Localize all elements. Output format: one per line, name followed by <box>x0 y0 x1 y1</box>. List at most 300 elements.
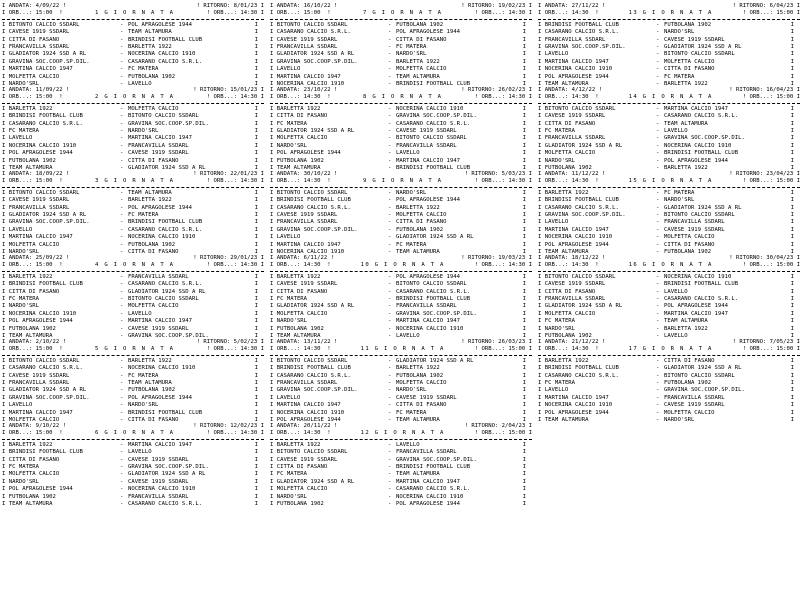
ritorno-date: ! RITORNO: 29/01/23 I <box>193 255 264 261</box>
match-row <box>270 29 532 36</box>
match-row <box>538 227 800 234</box>
match-row <box>270 471 532 478</box>
home-team: I TEAM ALTAMURA <box>2 500 53 507</box>
matchday-dates <box>538 87 800 94</box>
away-team: BITONTO CALCIO SSDARL <box>128 295 199 302</box>
vs-dash: - <box>388 332 392 339</box>
home-team: I NOCERINA CALCIO 1910 <box>2 310 77 317</box>
row-border: I <box>254 142 258 149</box>
home-team: I MARTINA CALCIO 1947 <box>538 226 609 233</box>
match-row <box>538 281 800 288</box>
home-team: I BARLETTA 1922 <box>538 189 589 196</box>
vs-dash: - <box>120 80 124 87</box>
match-row <box>270 59 532 66</box>
vs-dash: - <box>388 204 392 211</box>
row-border: I <box>790 189 794 196</box>
away-team: GLADIATOR 1924 SSD A RL <box>664 43 742 50</box>
match-row <box>538 358 800 365</box>
away-team: LAVELLO <box>396 332 420 339</box>
away-team: NOCERINA CALCIO 1910 <box>664 142 732 149</box>
row-border: I <box>522 394 526 401</box>
away-team: POL AFRAGOLESE 1944 <box>664 303 728 310</box>
row-border: I <box>254 197 258 204</box>
ritorno-date: ! RITORNO: 15/01/23 I <box>193 87 264 93</box>
row-border: I <box>254 105 258 112</box>
row-border: I <box>790 197 794 204</box>
home-team: I MARTINA CALCIO 1947 <box>270 241 341 248</box>
row-border: I <box>254 318 258 325</box>
away-team: LAVELLO <box>396 150 420 157</box>
match-row <box>538 59 800 66</box>
separator <box>2 355 264 356</box>
vs-dash: - <box>656 142 660 149</box>
row-border: I <box>790 157 794 164</box>
row-border: I <box>522 157 526 164</box>
matchday-number: 1 G I O R N A T A <box>95 10 175 17</box>
home-team: I CITTA DI FASANO <box>270 113 328 120</box>
row-border: I <box>522 295 526 302</box>
row-border: I <box>790 142 794 149</box>
away-team: BARLETTA 1922 <box>664 164 708 171</box>
match-row <box>2 37 264 44</box>
match-row <box>2 402 264 409</box>
ritorno-date: ! RITORNO: 22/01/23 I <box>193 171 264 177</box>
ritorno-time: ! ORB...: 15:00 I <box>474 346 532 353</box>
matchday-dates <box>2 171 264 178</box>
away-team: FRANCAVILLA SSDARL <box>664 394 725 401</box>
away-team: GRAVINA SOC.COOP.SP.DIL. <box>128 332 209 339</box>
match-row <box>2 380 264 387</box>
row-border: I <box>790 80 794 87</box>
row-border: I <box>790 113 794 120</box>
match-row <box>270 326 532 333</box>
matchday-header <box>2 178 264 185</box>
row-border: I <box>254 157 258 164</box>
separator <box>270 355 532 356</box>
separator <box>270 271 532 272</box>
row-border: I <box>790 58 794 65</box>
matchday-number: 16 G I O R N A T A <box>628 262 713 269</box>
row-border: I <box>790 164 794 171</box>
row-border: I <box>522 241 526 248</box>
vs-dash: - <box>388 219 392 226</box>
away-team: BARLETTA 1922 <box>396 58 440 65</box>
ritorno-time: ! ORB...: 14:30 I <box>206 430 264 437</box>
matchday-number: 10 G I O R N A T A <box>360 262 445 269</box>
vs-dash: - <box>656 379 660 386</box>
separator <box>538 271 800 272</box>
row-border: I <box>522 478 526 485</box>
vs-dash: - <box>388 318 392 325</box>
away-team: GLADIATOR 1924 SSD A RL <box>664 365 742 372</box>
match-row <box>2 158 264 165</box>
vs-dash: - <box>388 248 392 255</box>
away-team: GRAVINA SOC.COOP.SP.DIL. <box>128 463 209 470</box>
vs-dash: - <box>388 226 392 233</box>
match-row <box>2 326 264 333</box>
vs-dash: - <box>388 51 392 58</box>
home-team: I FC MATERA <box>270 295 308 302</box>
away-team: BITONTO CALCIO SSDARL <box>664 211 735 218</box>
matchday-dates <box>2 255 264 262</box>
away-team: CITTA DI FASANO <box>664 241 715 248</box>
home-team: I MOLFETTA CALCIO <box>270 486 328 493</box>
away-team: CASARANO CALCIO S.R.L. <box>664 295 739 302</box>
away-team: FRANCAVILLA SSDARL <box>128 493 189 500</box>
home-team: I CAVESE 1919 SSDARL <box>270 211 338 218</box>
vs-dash: - <box>120 135 124 142</box>
row-border: I <box>254 234 258 241</box>
home-team: I GRAVINA SOC.COOP.SP.DIL. <box>270 387 358 394</box>
match-row <box>538 128 800 135</box>
vs-dash: - <box>656 357 660 364</box>
row-border: I <box>522 500 526 507</box>
match-row <box>270 121 532 128</box>
home-team: I GRAVINA SOC.COOP.SP.DIL. <box>270 58 358 65</box>
match-row <box>2 242 264 249</box>
vs-dash: - <box>388 80 392 87</box>
home-team: I FRANCAVILLA SSDARL <box>2 379 70 386</box>
row-border: I <box>790 365 794 372</box>
away-team: BRINDISI FOOTBALL CLUB <box>396 295 471 302</box>
home-team: I BARLETTA 1922 <box>538 357 589 364</box>
row-border: I <box>254 365 258 372</box>
home-team: I BRINDISI FOOTBALL CLUB <box>2 113 83 120</box>
away-team: NOCERINA CALCIO 1910 <box>128 51 196 58</box>
ritorno-date: ! RITORNO: 23/04/23 I <box>729 171 800 177</box>
ritorno-time: ! ORB...: 14:30 I <box>474 178 532 185</box>
match-row <box>538 106 800 113</box>
match-row <box>538 197 800 204</box>
match-row <box>270 44 532 51</box>
match-row <box>538 190 800 197</box>
row-border: I <box>254 409 258 416</box>
ritorno-date: ! RITORNO: 2/04/23 I <box>464 423 532 429</box>
match-row <box>2 365 264 372</box>
vs-dash: - <box>388 73 392 80</box>
matchday-block <box>538 171 800 255</box>
home-team: I FC MATERA <box>2 463 40 470</box>
home-team: I BRINDISI FOOTBALL CLUB <box>270 197 351 204</box>
row-border: I <box>254 357 258 364</box>
away-team: TEAM ALTAMURA <box>664 120 708 127</box>
matchday-header <box>538 178 800 185</box>
match-row <box>2 311 264 318</box>
match-row <box>2 281 264 288</box>
row-border: I <box>254 36 258 43</box>
matchday-dates <box>538 3 800 10</box>
vs-dash: - <box>656 29 660 36</box>
row-border: I <box>790 295 794 302</box>
away-team: CASARANO CALCIO S.R.L. <box>396 120 471 127</box>
matchday-header <box>270 10 532 17</box>
vs-dash: - <box>120 241 124 248</box>
match-row <box>270 51 532 58</box>
home-team: I MOLFETTA CALCIO <box>538 150 596 157</box>
home-team: I GLADIATOR 1924 SSD A RL <box>538 303 623 310</box>
match-row <box>538 402 800 409</box>
row-border: I <box>254 164 258 171</box>
row-border: I <box>522 29 526 36</box>
ritorno-time: ! ORB...: 14:30 I <box>206 94 264 101</box>
home-team: I NOCERINA CALCIO 1910 <box>538 402 613 409</box>
match-row <box>538 311 800 318</box>
home-team: I GLADIATOR 1924 SSD A RL <box>270 478 355 485</box>
vs-dash: - <box>120 234 124 241</box>
away-team: POL AFRAGOLESE 1944 <box>396 197 460 204</box>
home-team: I MARTINA CALCIO 1947 <box>2 409 73 416</box>
home-team: I FC MATERA <box>270 120 308 127</box>
row-border: I <box>522 441 526 448</box>
matchday-header <box>538 10 800 17</box>
row-border: I <box>254 80 258 87</box>
match-row <box>2 442 264 449</box>
match-row <box>538 274 800 281</box>
matchday-header <box>538 346 800 353</box>
andata-date: I ANDATA: 18/12/22 ! <box>538 255 606 261</box>
away-team: FC MATERA <box>664 73 695 80</box>
home-team: I BRINDISI FOOTBALL CLUB <box>270 365 351 372</box>
vs-dash: - <box>656 36 660 43</box>
away-team: MOLFETTA CALCIO <box>128 303 179 310</box>
away-team: MOLFETTA CALCIO <box>396 379 447 386</box>
home-team: I CITTA DI FASANO <box>270 463 328 470</box>
row-border: I <box>790 234 794 241</box>
row-border: I <box>522 142 526 149</box>
vs-dash: - <box>120 394 124 401</box>
away-team: LAVELLO <box>128 449 152 456</box>
away-team: NARDO'SRL <box>664 416 695 423</box>
match-row <box>270 22 532 29</box>
away-team: GRAVINA SOC.COOP.SP.DIL. <box>664 135 745 142</box>
home-team: I MARTINA CALCIO 1947 <box>538 394 609 401</box>
matchday-number: 14 G I O R N A T A <box>628 94 713 101</box>
row-border: I <box>790 273 794 280</box>
row-border: I <box>254 211 258 218</box>
match-row <box>538 326 800 333</box>
ritorno-time: ! ORB...: 14:30 I <box>474 10 532 17</box>
home-team: I POL AFRAGOLESE 1944 <box>270 150 341 157</box>
away-team: POL AFRAGOLESE 1944 <box>396 273 460 280</box>
ritorno-time: ! ORB...: 14:30 I <box>206 262 264 269</box>
away-team: TEAM ALTAMURA <box>664 318 708 325</box>
matchday-block <box>2 171 264 255</box>
row-border: I <box>254 150 258 157</box>
vs-dash: - <box>120 281 124 288</box>
andata-time: I ORB...: 15:00 ! <box>2 178 63 185</box>
match-row <box>270 494 532 501</box>
vs-dash: - <box>656 241 660 248</box>
row-border: I <box>254 295 258 302</box>
vs-dash: - <box>388 105 392 112</box>
match-row <box>2 289 264 296</box>
home-team: I LAVELLO <box>2 402 33 409</box>
andata-date: I ANDATA: 27/11/22 ! <box>538 3 606 9</box>
away-team: NARDO'SRL <box>664 197 695 204</box>
match-row <box>2 373 264 380</box>
row-border: I <box>254 402 258 409</box>
home-team: I POL AFRAGOLESE 1944 <box>538 241 609 248</box>
row-border: I <box>522 281 526 288</box>
matchday-dates <box>270 171 532 178</box>
away-team: CAVESE 1919 SSDARL <box>664 402 725 409</box>
match-row <box>2 486 264 493</box>
away-team: NARDO'SRL <box>128 402 159 409</box>
home-team: I CAVESE 1919 SSDARL <box>538 281 606 288</box>
match-row <box>538 51 800 58</box>
matchday-number: 6 G I O R N A T A <box>95 430 175 437</box>
vs-dash: - <box>388 449 392 456</box>
andata-time: I ORB...: 14:30 ! <box>270 262 331 269</box>
match-row <box>270 486 532 493</box>
match-row <box>2 464 264 471</box>
vs-dash: - <box>120 21 124 28</box>
home-team: I GLADIATOR 1924 SSD A RL <box>270 303 355 310</box>
match-row <box>270 281 532 288</box>
away-team: LAVELLO <box>396 441 420 448</box>
home-team: I TEAM ALTAMURA <box>538 80 589 87</box>
row-border: I <box>522 150 526 157</box>
away-team: BRINDISI FOOTBALL CLUB <box>664 281 739 288</box>
match-row <box>2 29 264 36</box>
matchday-block <box>2 423 264 507</box>
home-team: I LAVELLO <box>2 135 33 142</box>
vs-dash: - <box>388 211 392 218</box>
vs-dash: - <box>656 332 660 339</box>
matchday-header <box>270 346 532 353</box>
away-team: POL AFRAGOLESE 1944 <box>396 500 460 507</box>
away-team: MOLFETTA CALCIO <box>664 58 715 65</box>
away-team: TEAM ALTAMURA <box>396 73 440 80</box>
away-team: FUTBOLANA 1902 <box>664 248 712 255</box>
vs-dash: - <box>388 127 392 134</box>
matchday-header <box>2 94 264 101</box>
matchday-dates <box>538 171 800 178</box>
away-team: BARLETTA 1922 <box>664 80 708 87</box>
ritorno-time: ! ORB...: 14:30 I <box>474 262 532 269</box>
row-border: I <box>522 189 526 196</box>
vs-dash: - <box>388 43 392 50</box>
home-team: I CITTA DI FASANO <box>538 288 596 295</box>
row-border: I <box>254 281 258 288</box>
vs-dash: - <box>120 73 124 80</box>
ritorno-date: ! RITORNO: 5/03/23 I <box>464 171 532 177</box>
away-team: NARDO'SRL <box>396 387 427 394</box>
andata-date: I ANDATA: 4/09/22 ! <box>2 3 66 9</box>
away-team: CAVESE 1919 SSDARL <box>664 226 725 233</box>
row-border: I <box>254 325 258 332</box>
match-row <box>270 74 532 81</box>
row-border: I <box>522 325 526 332</box>
away-team: CAVESE 1919 SSDARL <box>396 127 457 134</box>
vs-dash: - <box>388 463 392 470</box>
match-row <box>270 289 532 296</box>
match-row <box>2 501 264 508</box>
home-team: I BITONTO CALCIO SSDARL <box>270 449 348 456</box>
matchday-block <box>538 3 800 87</box>
ritorno-date: ! RITORNO: 8/01/23 I <box>196 3 264 9</box>
vs-dash: - <box>656 80 660 87</box>
fixture-column <box>2 3 264 507</box>
away-team: CASARANO CALCIO S.R.L. <box>128 58 203 65</box>
home-team: I CAVESE 1919 SSDARL <box>2 197 70 204</box>
row-border: I <box>522 493 526 500</box>
away-team: MARTINA CALCIO 1947 <box>128 441 192 448</box>
matchday-header <box>538 94 800 101</box>
row-border: I <box>522 471 526 478</box>
matchday-block <box>270 171 532 255</box>
vs-dash: - <box>388 310 392 317</box>
away-team: NOCERINA CALCIO 1910 <box>128 486 196 493</box>
vs-dash: - <box>388 387 392 394</box>
home-team: I BITONTO CALCIO SSDARL <box>270 357 348 364</box>
ritorno-time: ! ORB...: 15:00 I <box>742 94 800 101</box>
home-team: I FRANCAVILLA SSDARL <box>538 36 606 43</box>
match-row <box>270 158 532 165</box>
ritorno-date: ! RITORNO: 19/03/23 I <box>461 255 532 261</box>
row-border: I <box>254 310 258 317</box>
vs-dash: - <box>120 164 124 171</box>
away-team: BARLETTA 1922 <box>396 204 440 211</box>
away-team: FC MATERA <box>396 241 427 248</box>
vs-dash: - <box>388 21 392 28</box>
row-border: I <box>522 365 526 372</box>
fixture-column <box>270 3 532 507</box>
home-team: I FRANCAVILLA SSDARL <box>270 219 338 226</box>
matchday-block <box>538 339 800 423</box>
andata-time: I ORB...: 15:00 ! <box>2 262 63 269</box>
matchday-header <box>2 430 264 437</box>
vs-dash: - <box>120 372 124 379</box>
vs-dash: - <box>120 325 124 332</box>
vs-dash: - <box>120 36 124 43</box>
vs-dash: - <box>388 409 392 416</box>
away-team: BRINDISI FOOTBALL CLUB <box>396 164 471 171</box>
andata-date: I ANDATA: 25/09/22 ! <box>2 255 70 261</box>
andata-date: I ANDATA: 18/09/22 ! <box>2 171 70 177</box>
match-row <box>270 402 532 409</box>
row-border: I <box>522 66 526 73</box>
vs-dash: - <box>656 310 660 317</box>
row-border: I <box>790 357 794 364</box>
away-team: FC MATERA <box>128 211 159 218</box>
vs-dash: - <box>388 365 392 372</box>
vs-dash: - <box>656 51 660 58</box>
home-team: I GRAVINA SOC.COOP.SP.DIL. <box>2 58 90 65</box>
ritorno-time: ! ORB...: 15:00 I <box>742 178 800 185</box>
vs-dash: - <box>656 387 660 394</box>
row-border: I <box>790 211 794 218</box>
vs-dash: - <box>656 43 660 50</box>
separator <box>2 19 264 20</box>
home-team: I MARTINA CALCIO 1947 <box>2 234 73 241</box>
row-border: I <box>790 51 794 58</box>
home-team: I NARDO'SRL <box>2 80 40 87</box>
match-row <box>270 373 532 380</box>
matchday-header <box>2 10 264 17</box>
row-border: I <box>254 332 258 339</box>
andata-date: I ANDATA: 11/09/22 ! <box>2 87 70 93</box>
ritorno-time: ! ORB...: 15:00 I <box>742 346 800 353</box>
andata-date: I ANDATA: 2/10/22 ! <box>2 339 66 345</box>
match-row <box>538 380 800 387</box>
home-team: I FRANCAVILLA SSDARL <box>2 204 70 211</box>
row-border: I <box>522 58 526 65</box>
row-border: I <box>254 204 258 211</box>
home-team: I MARTINA CALCIO 1947 <box>538 58 609 65</box>
vs-dash: - <box>656 295 660 302</box>
matchday-dates <box>2 339 264 346</box>
